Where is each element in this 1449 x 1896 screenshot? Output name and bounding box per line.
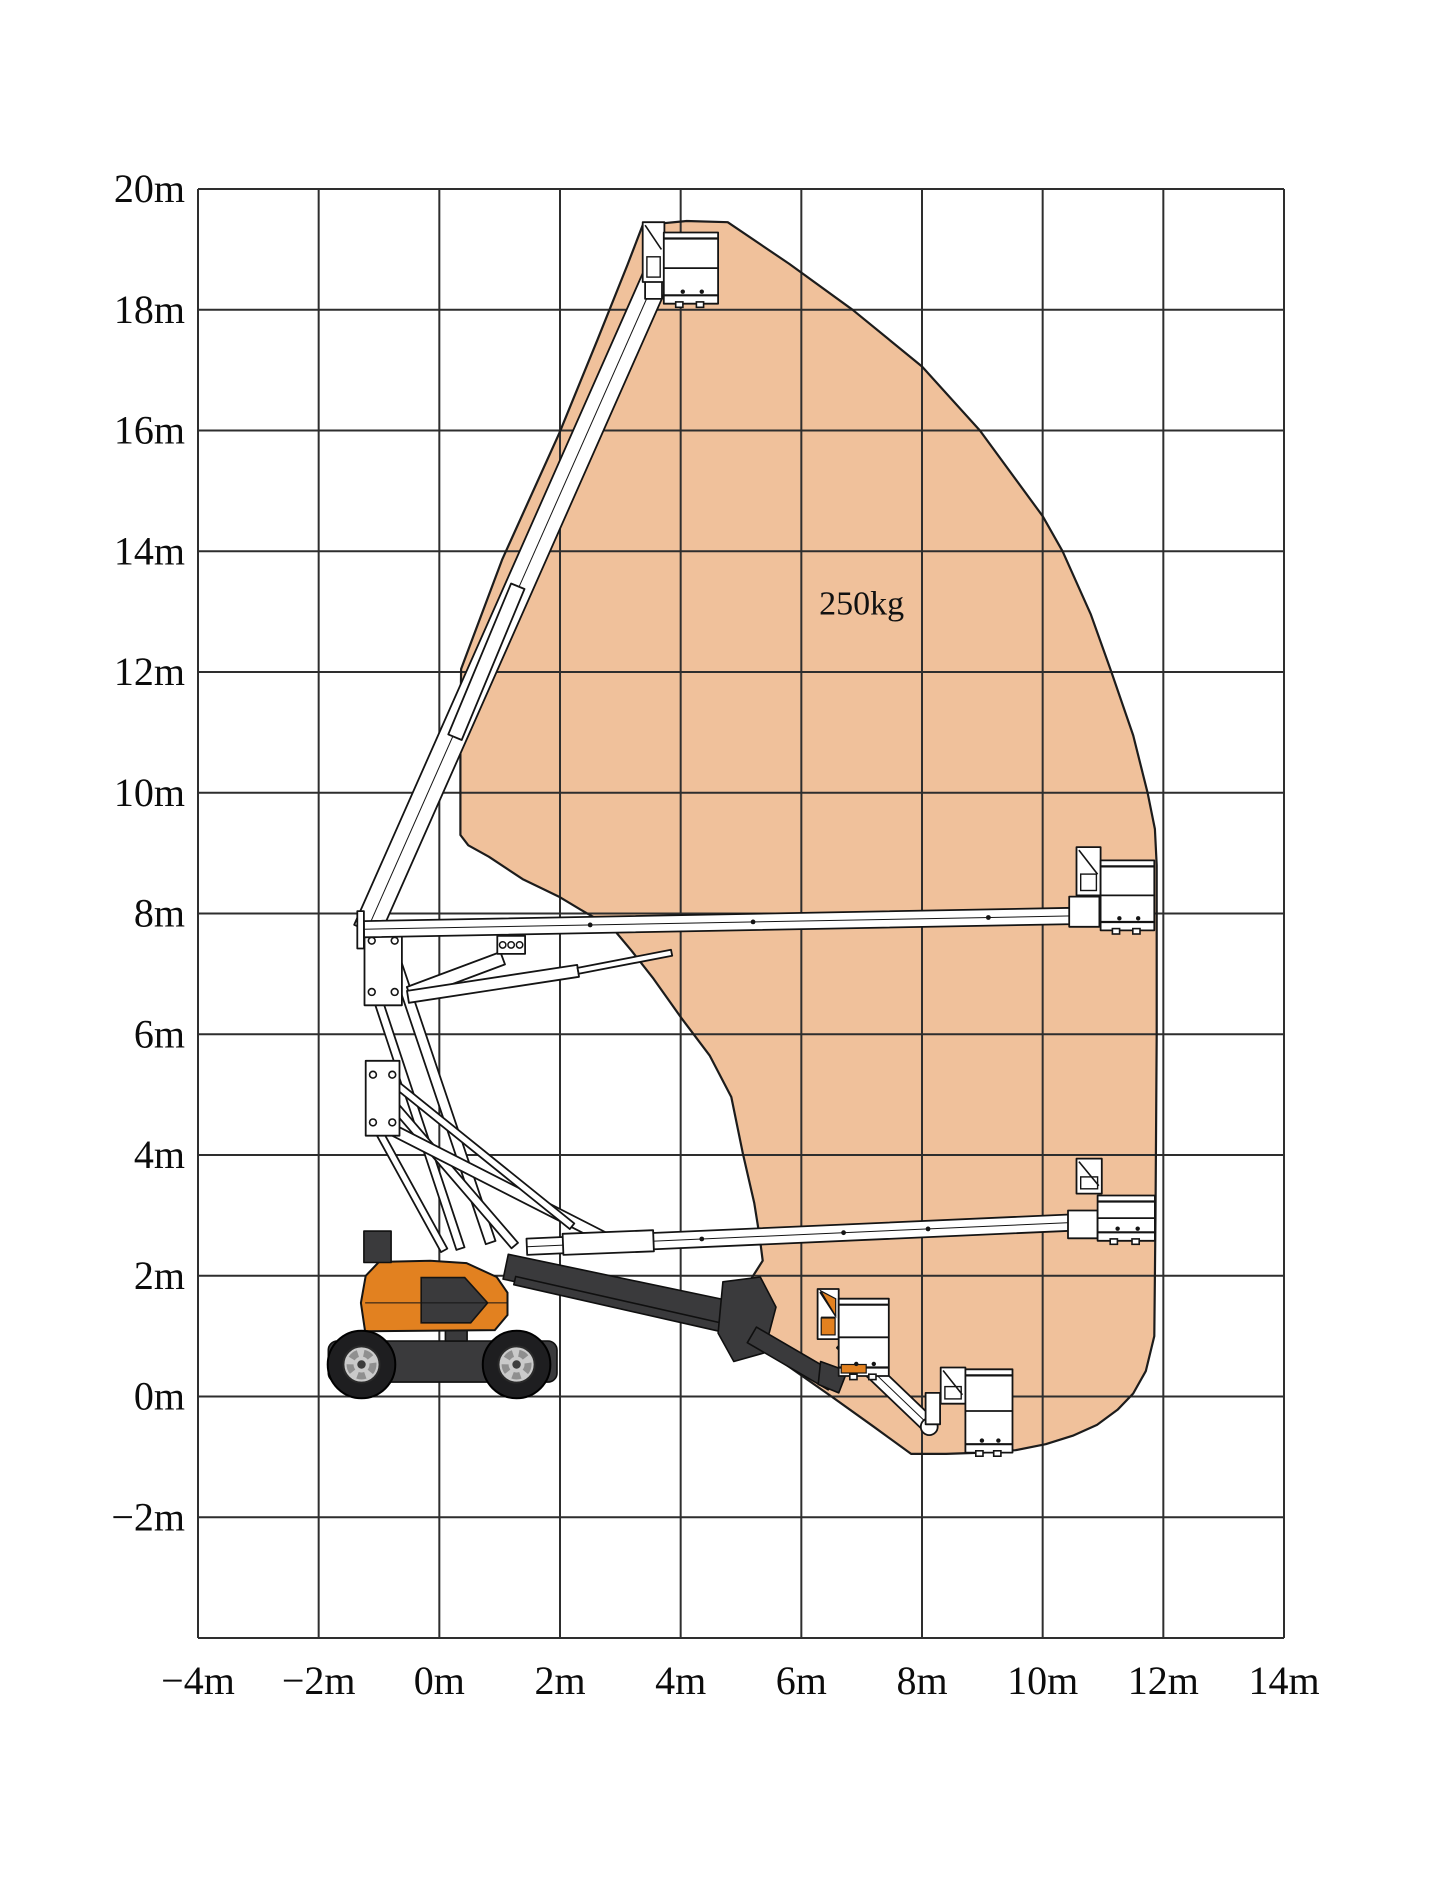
x-axis-tick-label-2m: 2m (534, 1658, 586, 1703)
wheel-0 (328, 1331, 396, 1399)
platform-mid-right-floor-bolt (1117, 916, 1121, 920)
pin-hole (516, 942, 522, 948)
platform-mid-right (1069, 847, 1154, 934)
pin-hole (499, 942, 505, 948)
platform-ground-foot-0 (976, 1451, 983, 1456)
y-axis-tick-label-20m: 20m (113, 166, 185, 211)
load-capacity-label: 250kg (819, 585, 905, 623)
x-axis-tick-label-12m: 12m (1127, 1658, 1199, 1703)
platform-low-right-floor-bolt (1135, 1226, 1139, 1230)
y-axis-tick-label-18m: 18m (113, 286, 185, 332)
platform-raised-foot-0 (676, 302, 683, 307)
pin-hole (370, 1071, 377, 1078)
pin-hole (508, 942, 514, 948)
pin-hole (389, 1119, 396, 1126)
boom-rest (364, 1231, 391, 1262)
platform-ground-foot-1 (994, 1451, 1001, 1456)
pin-hole (391, 937, 398, 944)
platform-stowed-floor-bolt (854, 1362, 858, 1366)
y-axis-tick-label-8m: 8m (133, 890, 185, 936)
platform-raised-foot-1 (696, 302, 703, 307)
boom-low-horizontal-telescope-sleeve (563, 1230, 654, 1255)
platform-raised (643, 222, 718, 307)
x-axis-tick-label-8m: 8m (896, 1658, 948, 1703)
pin-hole (370, 1119, 377, 1126)
x-axis-tick-label--4m: −4m (161, 1658, 235, 1703)
x-axis-tick-label-14m: 14m (1248, 1658, 1320, 1703)
boom-rivet (926, 1227, 931, 1232)
y-axis-tick-label-6m: 6m (133, 1011, 185, 1057)
pin-hole (368, 937, 375, 944)
platform-raised-floor-bolt (700, 289, 704, 293)
x-axis-tick-label-6m: 6m (775, 1658, 827, 1703)
boom-rivet (751, 920, 756, 925)
x-axis-tick-label--2m: −2m (281, 1658, 356, 1703)
y-axis-tick-label-0m: 0m (133, 1373, 185, 1419)
x-axis-tick-label-4m: 4m (655, 1658, 707, 1703)
boom-rivet (986, 915, 991, 920)
platform-raised-floor-bolt (681, 289, 685, 293)
boom-rivet (699, 1237, 704, 1242)
platform-ground-floor-bolt (996, 1438, 1000, 1442)
platform-low-right-foot-0 (1110, 1239, 1117, 1244)
boom-rivet (588, 923, 593, 928)
platform-low-right-floor-bolt (1115, 1226, 1119, 1230)
platform-mid-right-foot-0 (1112, 929, 1119, 934)
y-axis-tick-label-14m: 14m (113, 528, 185, 574)
platform-stowed-floor-bolt (872, 1362, 876, 1366)
wheel-1 (483, 1331, 551, 1399)
pin-hole (389, 1071, 396, 1078)
platform-low-right-rotator (1068, 1211, 1098, 1239)
platform-stowed-orange-panel (821, 1318, 835, 1335)
x-axis-tick-label-10m: 10m (1007, 1658, 1079, 1703)
y-axis-tick-label-10m: 10m (113, 769, 185, 815)
platform-stowed-foot-0 (850, 1374, 857, 1379)
y-axis-tick-label-2m: 2m (133, 1252, 185, 1298)
platform-raised-gate (643, 222, 665, 282)
platform-ground-floor-bolt (980, 1438, 984, 1442)
x-axis-tick-label-0m: 0m (413, 1658, 465, 1703)
platform-stowed-foot-1 (869, 1374, 876, 1379)
platform-mid-right-rotator (1069, 897, 1099, 927)
y-axis-tick-label--2m: −2m (111, 1494, 185, 1540)
boom-rivet (841, 1230, 846, 1235)
platform-raised-rotator (645, 281, 662, 299)
pin-hole (368, 989, 375, 996)
platform-ground-rotator (926, 1393, 941, 1424)
y-axis-tick-label-16m: 16m (113, 407, 185, 453)
pin-hole (391, 989, 398, 996)
boom-mid-horizontal-end-plate (357, 911, 364, 948)
y-axis-tick-label-4m: 4m (133, 1132, 185, 1177)
platform-low-right-foot-1 (1132, 1239, 1139, 1244)
platform-stowed-orange-strip (841, 1365, 866, 1374)
platform-mid-right-foot-1 (1133, 929, 1140, 934)
platform-mid-right-floor-bolt (1136, 916, 1140, 920)
y-axis-tick-label-12m: 12m (113, 649, 185, 694)
